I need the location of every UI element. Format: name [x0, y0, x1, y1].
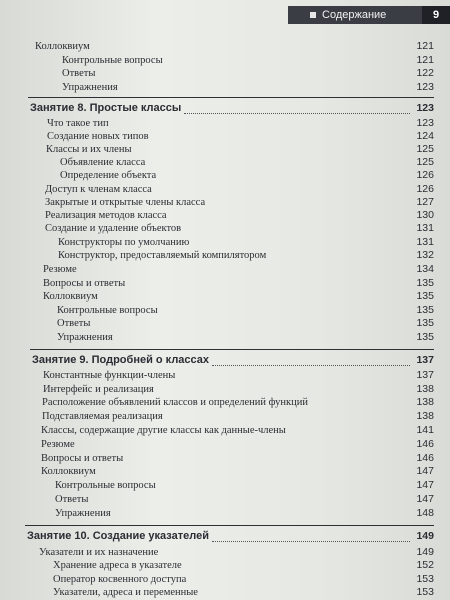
toc-section-heading — [0, 354, 450, 367]
toc-page-number: 138 — [416, 410, 434, 422]
dotted-leader — [212, 365, 410, 366]
toc-page-number: 135 — [416, 331, 434, 343]
toc-entry — [0, 479, 450, 492]
toc-entry — [0, 396, 450, 409]
toc-entry — [0, 424, 450, 437]
toc-page-number: 153 — [416, 586, 434, 598]
section-divider — [28, 97, 434, 98]
toc-entry-title: Хранение адреса в указателе — [53, 560, 182, 571]
toc-page-number: 135 — [416, 290, 434, 302]
toc-entry-title: Классы, содержащие другие классы как данные-члены — [41, 425, 286, 436]
toc-page-number: 148 — [416, 507, 434, 519]
toc-entry — [0, 452, 450, 465]
toc-section-heading — [0, 102, 450, 115]
toc-entry — [0, 263, 450, 276]
toc-entry-title: Интерфейс и реализация — [43, 384, 154, 395]
toc-entry — [0, 546, 450, 559]
toc-page-number: 147 — [416, 465, 434, 477]
toc-page-number: 121 — [416, 54, 434, 66]
toc-entry-title: Контрольные вопросы — [62, 55, 163, 66]
toc-entry-title: Упражнения — [55, 508, 111, 519]
toc-entry-title: Конструктор, предоставляемый компилятором — [58, 250, 267, 261]
toc-entry-title: Реализация методов класса — [45, 210, 167, 221]
toc-entry — [0, 169, 450, 182]
toc-entry — [0, 493, 450, 506]
toc-page-number: 132 — [416, 249, 434, 261]
toc-entry-title: Расположение объявлений классов и определений функций — [42, 397, 309, 408]
toc-entry-title: Константные функции-члены — [43, 370, 176, 381]
toc-entry — [0, 130, 450, 143]
toc-entry — [0, 222, 450, 235]
toc-entry-title: Создание новых типов — [47, 131, 149, 142]
toc-entry — [0, 290, 450, 303]
toc-entry-title: Подставляемая реализация — [42, 411, 163, 422]
toc-entry-title: Указатели, адреса и переменные — [53, 587, 198, 598]
toc-page-number: 126 — [416, 183, 434, 195]
toc-entry — [0, 117, 450, 130]
toc-entry — [0, 369, 450, 382]
toc-entry-title: Контрольные вопросы — [57, 305, 158, 316]
toc-entry — [0, 586, 450, 599]
toc-page-number: 152 — [416, 559, 434, 571]
toc-page-number: 124 — [416, 130, 434, 142]
toc-entry — [0, 410, 450, 423]
toc-page-number: 123 — [416, 81, 434, 93]
toc-entry-title: Вопросы и ответы — [41, 453, 124, 464]
toc-entry-title: Конструкторы по умолчанию — [58, 237, 190, 248]
toc-page-number: 146 — [416, 452, 434, 464]
toc-page-number: 131 — [416, 236, 434, 248]
toc-entry-title: Упражнения — [57, 332, 113, 343]
toc-page-number: 126 — [416, 169, 434, 181]
toc-page-number: 123 — [416, 117, 434, 129]
toc-page-number: 135 — [416, 304, 434, 316]
toc-entry — [0, 317, 450, 330]
toc-entry — [0, 573, 450, 586]
toc-entry-title: Классы и их члены — [46, 144, 132, 155]
toc-page-number: 137 — [416, 369, 434, 381]
toc-entry — [0, 304, 450, 317]
toc-page-number: 137 — [416, 354, 434, 366]
section-divider — [25, 525, 434, 526]
toc-page-number: 149 — [416, 530, 434, 542]
toc-entry-title: Упражнения — [62, 82, 118, 93]
toc-page-number: 147 — [416, 479, 434, 491]
toc-entry — [0, 249, 450, 262]
toc-entry — [0, 54, 450, 67]
toc-entry-title: Закрытые и открытые члены класса — [45, 197, 206, 208]
toc-entry-title: Занятие 9. Подробней о классах — [32, 354, 210, 366]
toc-page-number: 125 — [416, 156, 434, 168]
toc-entry-title: Резюме — [43, 264, 77, 275]
toc-entry-title: Коллоквиум — [43, 291, 98, 302]
toc-page-number: 122 — [416, 67, 434, 79]
toc-entry — [0, 559, 450, 572]
toc-page-number: 138 — [416, 396, 434, 408]
toc-entry — [0, 81, 450, 94]
toc-page-number: 135 — [416, 277, 434, 289]
toc-entry-title: Ответы — [57, 318, 91, 329]
toc-entry-title: Занятие 10. Создание указателей — [27, 530, 209, 542]
toc-page-number: 153 — [416, 573, 434, 585]
dotted-leader — [184, 113, 410, 114]
toc-page-number: 134 — [416, 263, 434, 275]
toc-entry-title: Ответы — [55, 494, 89, 505]
toc-page-number: 131 — [416, 222, 434, 234]
toc-entry — [0, 209, 450, 222]
toc-section-heading — [0, 530, 450, 543]
toc-page-number: 141 — [416, 424, 434, 436]
toc-entry — [0, 438, 450, 451]
toc-entry — [0, 383, 450, 396]
toc-entry-title: Указатели и их назначение — [39, 547, 159, 558]
section-divider — [30, 349, 434, 350]
toc-entry — [0, 465, 450, 478]
toc-page-number: 125 — [416, 143, 434, 155]
toc-entry — [0, 40, 450, 53]
toc-entry — [0, 236, 450, 249]
dotted-leader — [212, 541, 410, 542]
toc-entry-title: Коллоквиум — [35, 41, 90, 52]
toc-entry-title: Объявление класса — [60, 157, 146, 168]
toc-entry — [0, 507, 450, 520]
toc-entry-title: Доступ к членам класса — [45, 184, 152, 195]
toc-entry-title: Определение объекта — [60, 170, 157, 181]
toc-page-number: 130 — [416, 209, 434, 221]
toc-entry-title: Создание и удаление объектов — [45, 223, 182, 234]
header-title: Содержание — [322, 9, 387, 21]
header-page-number: 9 — [422, 6, 450, 24]
toc-entry-title: Что такое тип — [47, 118, 109, 129]
toc-entry-title: Оператор косвенного доступа — [53, 574, 187, 585]
toc-entry — [0, 277, 450, 290]
toc-entry — [0, 143, 450, 156]
toc-page-number: 135 — [416, 317, 434, 329]
toc-entry-title: Коллоквиум — [41, 466, 96, 477]
toc-entry — [0, 331, 450, 344]
toc-entry-title: Занятие 8. Простые классы — [30, 102, 182, 114]
toc-entry-title: Контрольные вопросы — [55, 480, 156, 491]
toc-entry-title: Резюме — [41, 439, 75, 450]
toc-page-number: 121 — [416, 40, 434, 52]
toc-page-number: 149 — [416, 546, 434, 558]
toc-page-number: 127 — [416, 196, 434, 208]
toc-page-number: 138 — [416, 383, 434, 395]
toc-page-number: 146 — [416, 438, 434, 450]
toc-entry — [0, 67, 450, 80]
toc-entry-title: Вопросы и ответы — [43, 278, 126, 289]
toc-entry — [0, 196, 450, 209]
toc-entry — [0, 183, 450, 196]
toc-entry — [0, 156, 450, 169]
toc-entry-title: Ответы — [62, 68, 96, 79]
toc-page-number: 147 — [416, 493, 434, 505]
toc-page-number: 123 — [416, 102, 434, 114]
